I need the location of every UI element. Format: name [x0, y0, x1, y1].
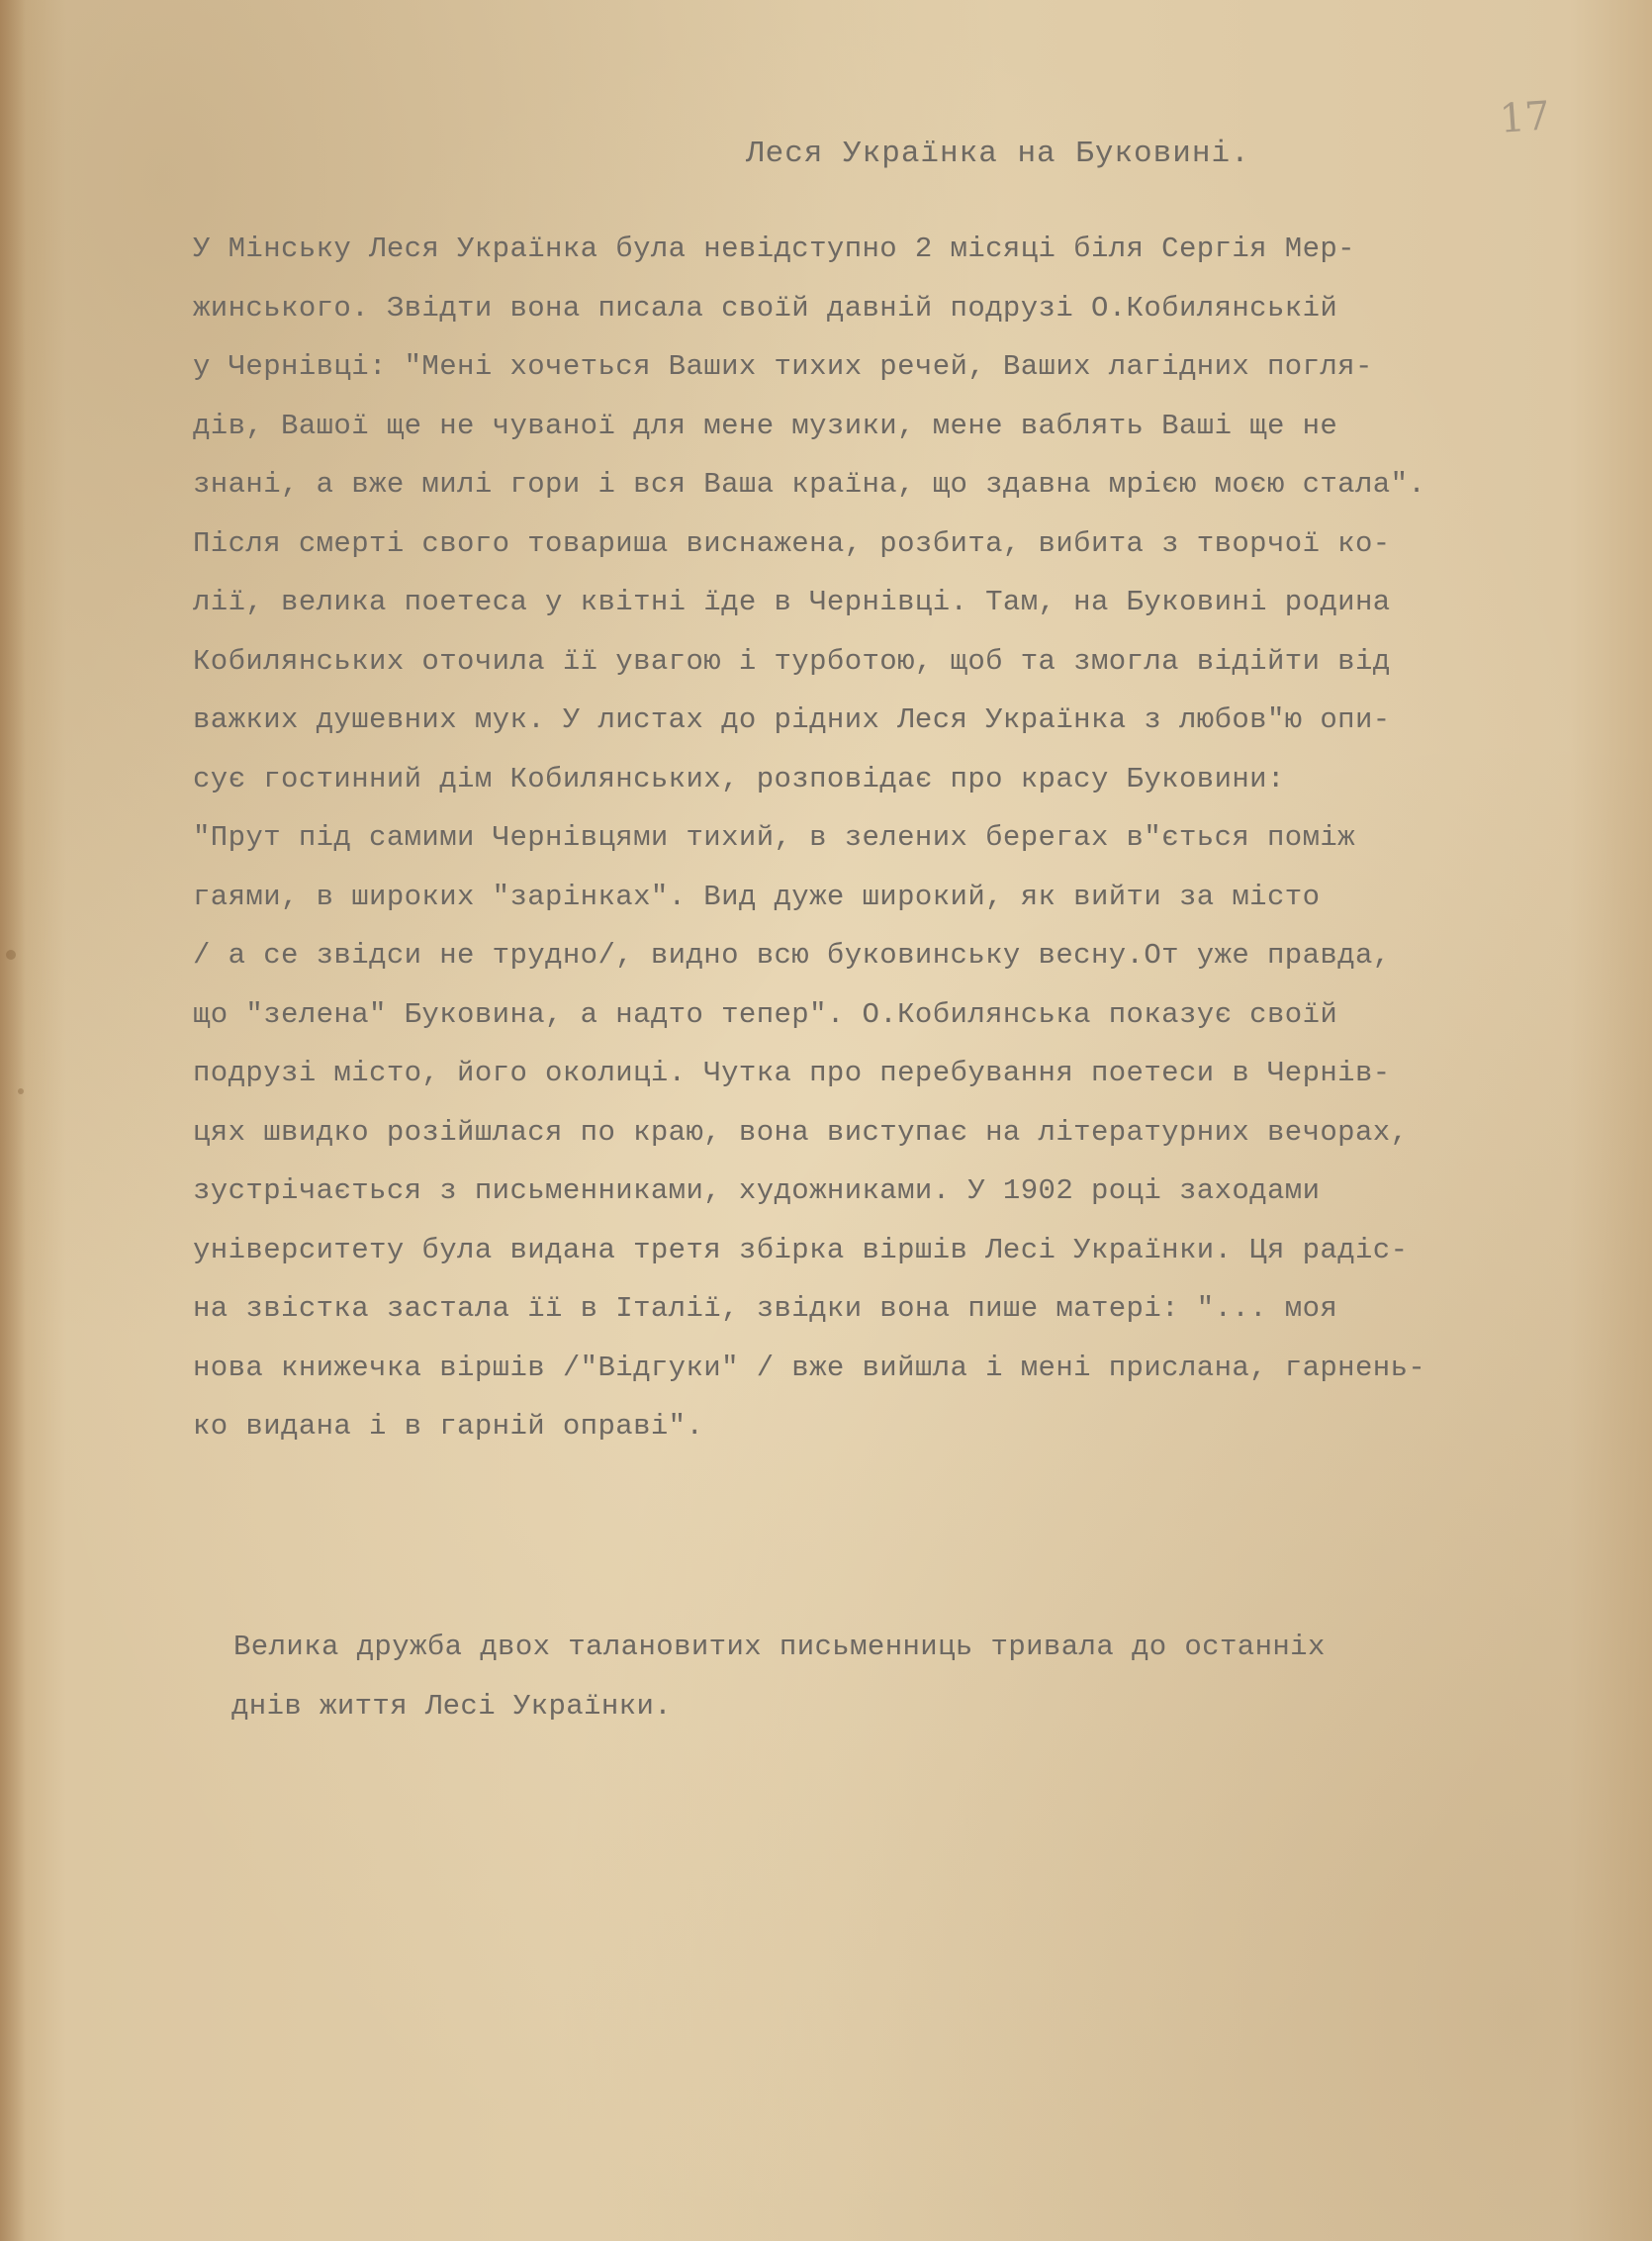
text-line: гаями, в широких "зарінках". Вид дуже широкий, як вийти за місто [193, 880, 1321, 913]
text-line: нова книжечка віршів /"Відгуки" / вже вийшла і мені прислана, гарнень- [193, 1351, 1426, 1384]
text-line: жинського. Звідти вона писала своїй давній подрузі О.Кобилянській [193, 291, 1338, 325]
text-line: днів життя Лесі Українки. [231, 1690, 673, 1723]
text-line: цях швидко розійшлася по краю, вона виступає на літературних вечорах, [193, 1115, 1409, 1149]
text-line: сує гостинний дім Кобилянських, розповідає про красу Буковини: [193, 762, 1285, 795]
body-paragraph [193, 220, 1617, 1456]
text-line: ко видана і в гарній оправі". [193, 1410, 704, 1443]
paper-edge-shadow [0, 0, 26, 2241]
paper-damage-mark [6, 950, 16, 960]
text-line: на звістка застала її в Італії, звідки вона пише матері: "... моя [193, 1292, 1338, 1325]
page-number: 17 [1498, 93, 1552, 142]
text-line: знані, а вже милі гори і вся Ваша країна, що здавна мрією моєю стала". [193, 468, 1426, 501]
text-line: Велика дружба двох талановитих письменниць тривала до останніх [233, 1631, 1326, 1663]
text-line: "Прут під самими Чернівцями тихий, в зелених берегах в"ється поміж [193, 821, 1355, 854]
document-title: Леся Українка на Буковині. [746, 137, 1250, 171]
text-line: Після смерті свого товариша виснажена, розбита, вибита з творчої ко- [193, 526, 1391, 560]
paper-damage-mark [18, 1088, 24, 1094]
closing-paragraph [233, 1618, 1326, 1736]
text-line: університету була видана третя збірка віршів Лесі Українки. Ця радіс- [193, 1233, 1409, 1266]
text-line: важких душевних мук. У листах до рідних Леся Українка з любов"ю опи- [193, 703, 1391, 736]
text-line: що "зелена" Буковина, а надто тепер". О.Кобилянська показує своїй [193, 997, 1338, 1031]
text-line: у Чернівці: "Мені хочеться Ваших тихих речей, Ваших лагідних погля- [193, 350, 1373, 383]
text-line: подрузі місто, його околиці. Чутка про перебування поетеси в Чернів- [193, 1057, 1391, 1089]
text-line: У Мінську Леся Українка була невідступно 2 місяці біля Сергія Мер- [193, 233, 1355, 265]
text-line: / а се звідси не трудно/, видно всю буковинську весну.От уже правда, [193, 939, 1391, 972]
text-line: Кобилянських оточила її увагою і турботою, щоб та змогла відійти від [193, 644, 1391, 678]
text-line: зустрічається з письменниками, художниками. У 1902 році заходами [193, 1174, 1321, 1207]
text-line: дів, Вашої ще не чуваної для мене музики, мене ваблять Ваші ще не [193, 409, 1338, 442]
text-line: лії, велика поетеса у квітні їде в Чернівці. Там, на Буковині родина [193, 586, 1391, 618]
